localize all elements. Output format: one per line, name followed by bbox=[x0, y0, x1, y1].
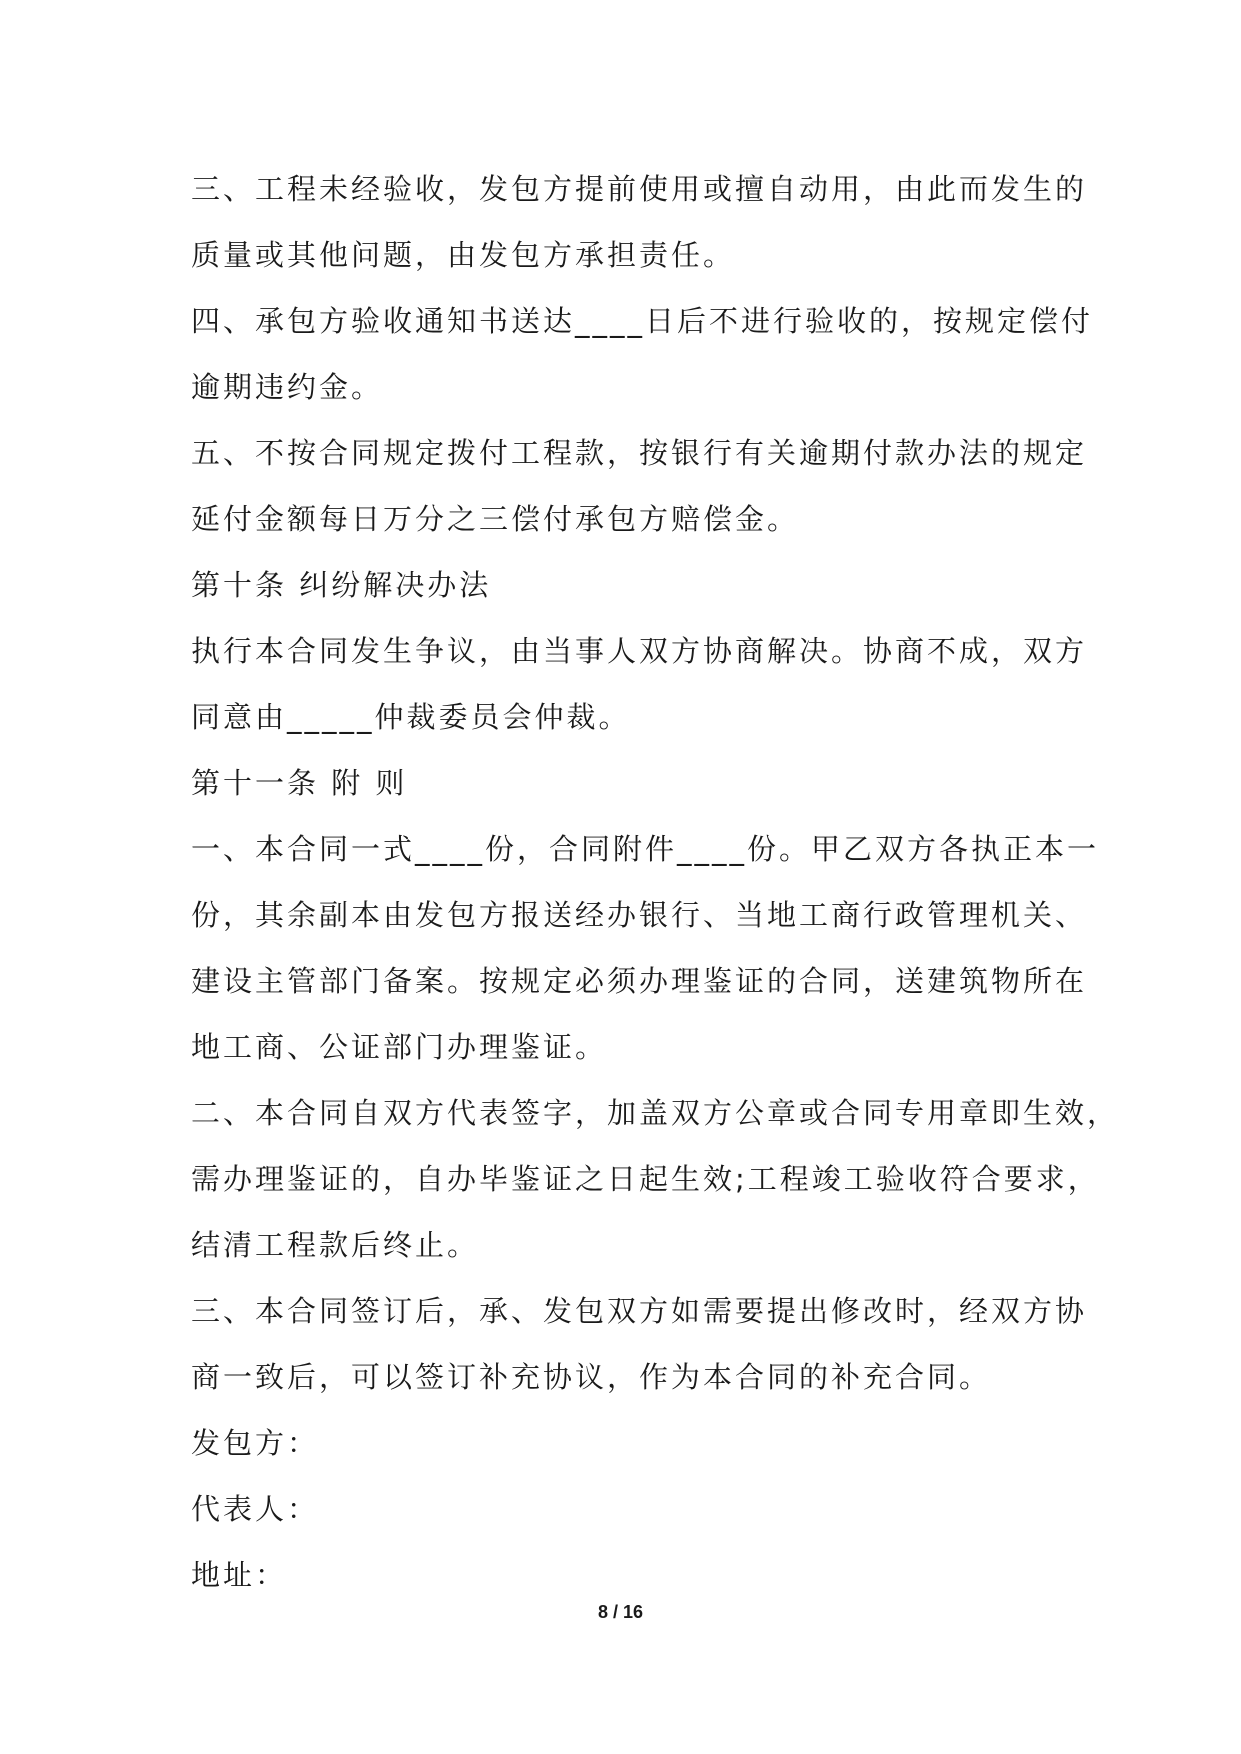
article-11-item-1-line-1: 一、本合同一式____份，合同附件____份。甲乙双方各执正本一 bbox=[191, 832, 1100, 866]
article-10-heading: 第十条 纠纷解决办法 bbox=[191, 568, 492, 602]
article-11-item-1-line-3: 建设主管部门备案。按规定必须办理鉴证的合同，送建筑物所在 bbox=[191, 964, 1088, 998]
signature-employer-label: 发包方： bbox=[191, 1426, 320, 1460]
article-11-item-1-line-4: 地工商、公证部门办理鉴证。 bbox=[191, 1030, 608, 1064]
signature-address-label: 地址： bbox=[191, 1558, 288, 1592]
clause-3-line-2: 质量或其他问题，由发包方承担责任。 bbox=[191, 238, 736, 272]
clause-4-line-1: 四、承包方验收通知书送达____日后不进行验收的，按规定偿付 bbox=[191, 304, 1094, 338]
article-11-item-2-line-3: 结清工程款后终止。 bbox=[191, 1228, 480, 1262]
article-11-item-2-line-1: 二、本合同自双方代表签字，加盖双方公章或合同专用章即生效， bbox=[191, 1096, 1120, 1130]
article-11-item-3-line-1: 三、本合同签订后，承、发包双方如需要提出修改时，经双方协 bbox=[191, 1294, 1088, 1328]
clause-4-line-2: 逾期违约金。 bbox=[191, 370, 384, 404]
article-11-item-3-line-2: 商一致后，可以签订补充协议，作为本合同的补充合同。 bbox=[191, 1360, 992, 1394]
clause-5-line-1: 五、不按合同规定拨付工程款，按银行有关逾期付款办法的规定 bbox=[191, 436, 1088, 470]
clause-5-line-2: 延付金额每日万分之三偿付承包方赔偿金。 bbox=[191, 502, 800, 536]
clause-3-line-1: 三、工程未经验收，发包方提前使用或擅自动用，由此而发生的 bbox=[191, 172, 1088, 206]
document-body bbox=[191, 156, 1120, 1608]
article-10-line-1: 执行本合同发生争议，由当事人双方协商解决。协商不成，双方 bbox=[191, 634, 1088, 668]
page-number: 8 / 16 bbox=[597, 1602, 644, 1622]
article-11-item-1-line-2: 份，其余副本由发包方报送经办银行、当地工商行政管理机关、 bbox=[191, 898, 1088, 932]
article-11-item-2-line-2: 需办理鉴证的，自办毕鉴证之日起生效;工程竣工验收符合要求， bbox=[191, 1162, 1100, 1196]
signature-representative-label: 代表人： bbox=[191, 1492, 320, 1526]
article-10-line-2: 同意由_____仲裁委员会仲裁。 bbox=[191, 700, 631, 734]
article-11-heading: 第十一条 附 则 bbox=[191, 766, 408, 800]
